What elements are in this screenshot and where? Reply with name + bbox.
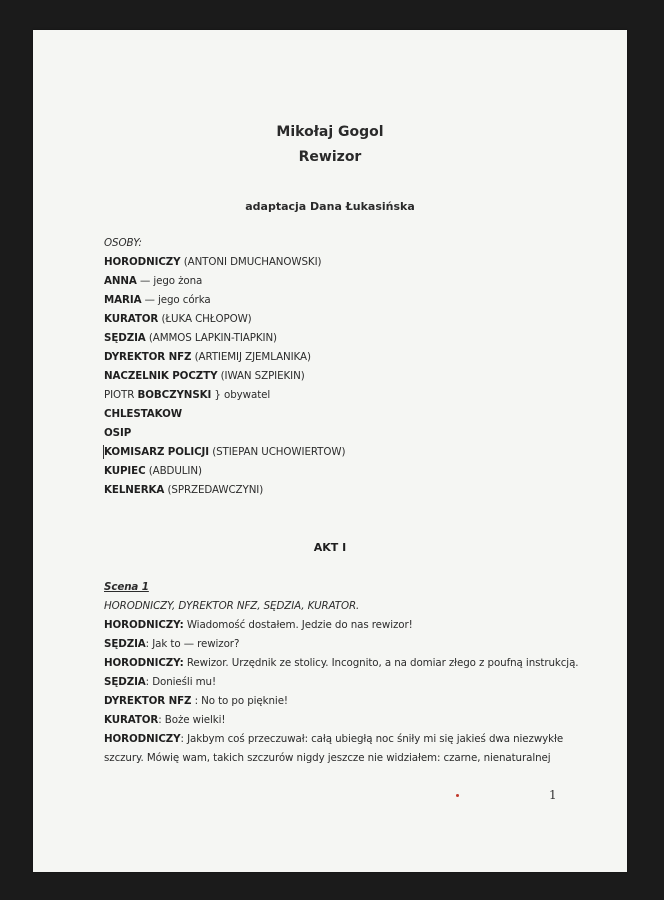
speech: : Jakbym coś przeczuwał: całą ubiegłą noc śniły mi się jakieś dwa niezwykłe <box>180 733 564 745</box>
dialogue-line <box>104 714 225 726</box>
play-title: Rewizor <box>298 149 362 165</box>
cast-item <box>104 446 345 458</box>
cast-desc: (AMMOS LAPKIN-TIAPKIN) <box>145 332 277 344</box>
dialogue-line <box>104 695 288 707</box>
cast-item <box>104 256 321 268</box>
speech: : Jak to — rewizor? <box>145 638 240 650</box>
adaptation-credit: adaptacja Dana Łukasińska <box>245 200 415 213</box>
speaker: DYREKTOR NFZ <box>104 695 192 707</box>
stage-direction: HORODNICZY, DYREKTOR NFZ, SĘDZIA, KURATOR. <box>104 600 360 612</box>
author-name: Mikołaj Gogol <box>276 124 384 140</box>
speaker: KURATOR <box>104 714 159 726</box>
dialogue-line <box>104 619 413 631</box>
cast-item <box>104 275 202 287</box>
cast-name: BOBCZYNSKI <box>137 389 212 401</box>
cast-item <box>104 484 263 496</box>
cast-name: MARIA <box>104 294 142 306</box>
cast-item <box>104 427 131 439</box>
speech: : No to po pięknie! <box>191 695 288 707</box>
cast-heading: OSOBY: <box>104 237 142 249</box>
cast-name: CHLESTAKOW <box>104 408 183 420</box>
cast-name: NACZELNIK POCZTY <box>104 370 218 382</box>
cast-name: OSIP <box>104 427 132 439</box>
cast-name: KURATOR <box>104 313 159 325</box>
red-mark-dot <box>456 794 459 797</box>
speaker: HORODNICZY <box>104 733 181 745</box>
dialogue-line <box>104 733 563 745</box>
cast-item <box>104 294 211 306</box>
speaker: SĘDZIA <box>104 638 146 650</box>
speech: Wiadomość dostałem. Jedzie do nas rewizor! <box>183 619 413 631</box>
cast-desc: (ŁUKA CHŁOPOW) <box>158 313 252 325</box>
page-number: 1 <box>549 788 557 802</box>
scene-heading: Scena 1 <box>104 581 149 593</box>
cast-prefix: PIOTR <box>104 389 138 401</box>
cast-name: KUPIEC <box>104 465 146 477</box>
cast-item <box>104 332 277 344</box>
dialogue-line <box>104 676 216 688</box>
dialogue-line <box>104 657 578 669</box>
cast-name: DYREKTOR NFZ <box>104 351 192 363</box>
cast-item <box>104 389 270 401</box>
speaker: SĘDZIA <box>104 676 146 688</box>
cast-item <box>104 465 202 477</box>
speech: : Boże wielki! <box>158 714 226 726</box>
cast-item <box>104 408 182 420</box>
cast-desc: (ARTIEMIJ ZJEMLANIKA) <box>191 351 311 363</box>
cast-desc: (ANTONI DMUCHANOWSKI) <box>180 256 322 268</box>
cast-name: ANNA <box>104 275 137 287</box>
document-page <box>33 30 627 872</box>
act-heading: AKT I <box>313 541 347 554</box>
cast-name: SĘDZIA <box>104 332 146 344</box>
cast-item <box>104 370 305 382</box>
cast-desc: (SPRZEDAWCZYNI) <box>164 484 264 496</box>
cast-desc: (STIEPAN UCHOWIERTOW) <box>209 446 346 458</box>
speaker: HORODNICZY: <box>104 657 184 669</box>
cast-desc: } obywatel <box>211 389 271 401</box>
cast-item <box>104 313 252 325</box>
cast-name: KELNERKA <box>104 484 165 496</box>
dialogue-continuation: szczury. Mówię wam, takich szczurów nigdy jeszcze nie widziałem: czarne, nienaturalnej <box>104 752 551 764</box>
cast-desc: — jego córka <box>141 294 211 306</box>
speaker: HORODNICZY: <box>104 619 184 631</box>
speech: : Donieśli mu! <box>145 676 217 688</box>
speech: Rewizor. Urzędnik ze stolicy. Incognito, a na domiar złego z poufną instrukcją. <box>183 657 579 669</box>
cast-desc: — jego żona <box>136 275 203 287</box>
cast-name: KOMISARZ POLICJI <box>104 446 210 458</box>
cast-desc: (ABDULIN) <box>145 465 202 477</box>
cast-name: HORODNICZY <box>104 256 181 268</box>
cast-item <box>104 351 311 363</box>
dialogue-line <box>104 638 239 650</box>
cast-desc: (IWAN SZPIEKIN) <box>217 370 305 382</box>
